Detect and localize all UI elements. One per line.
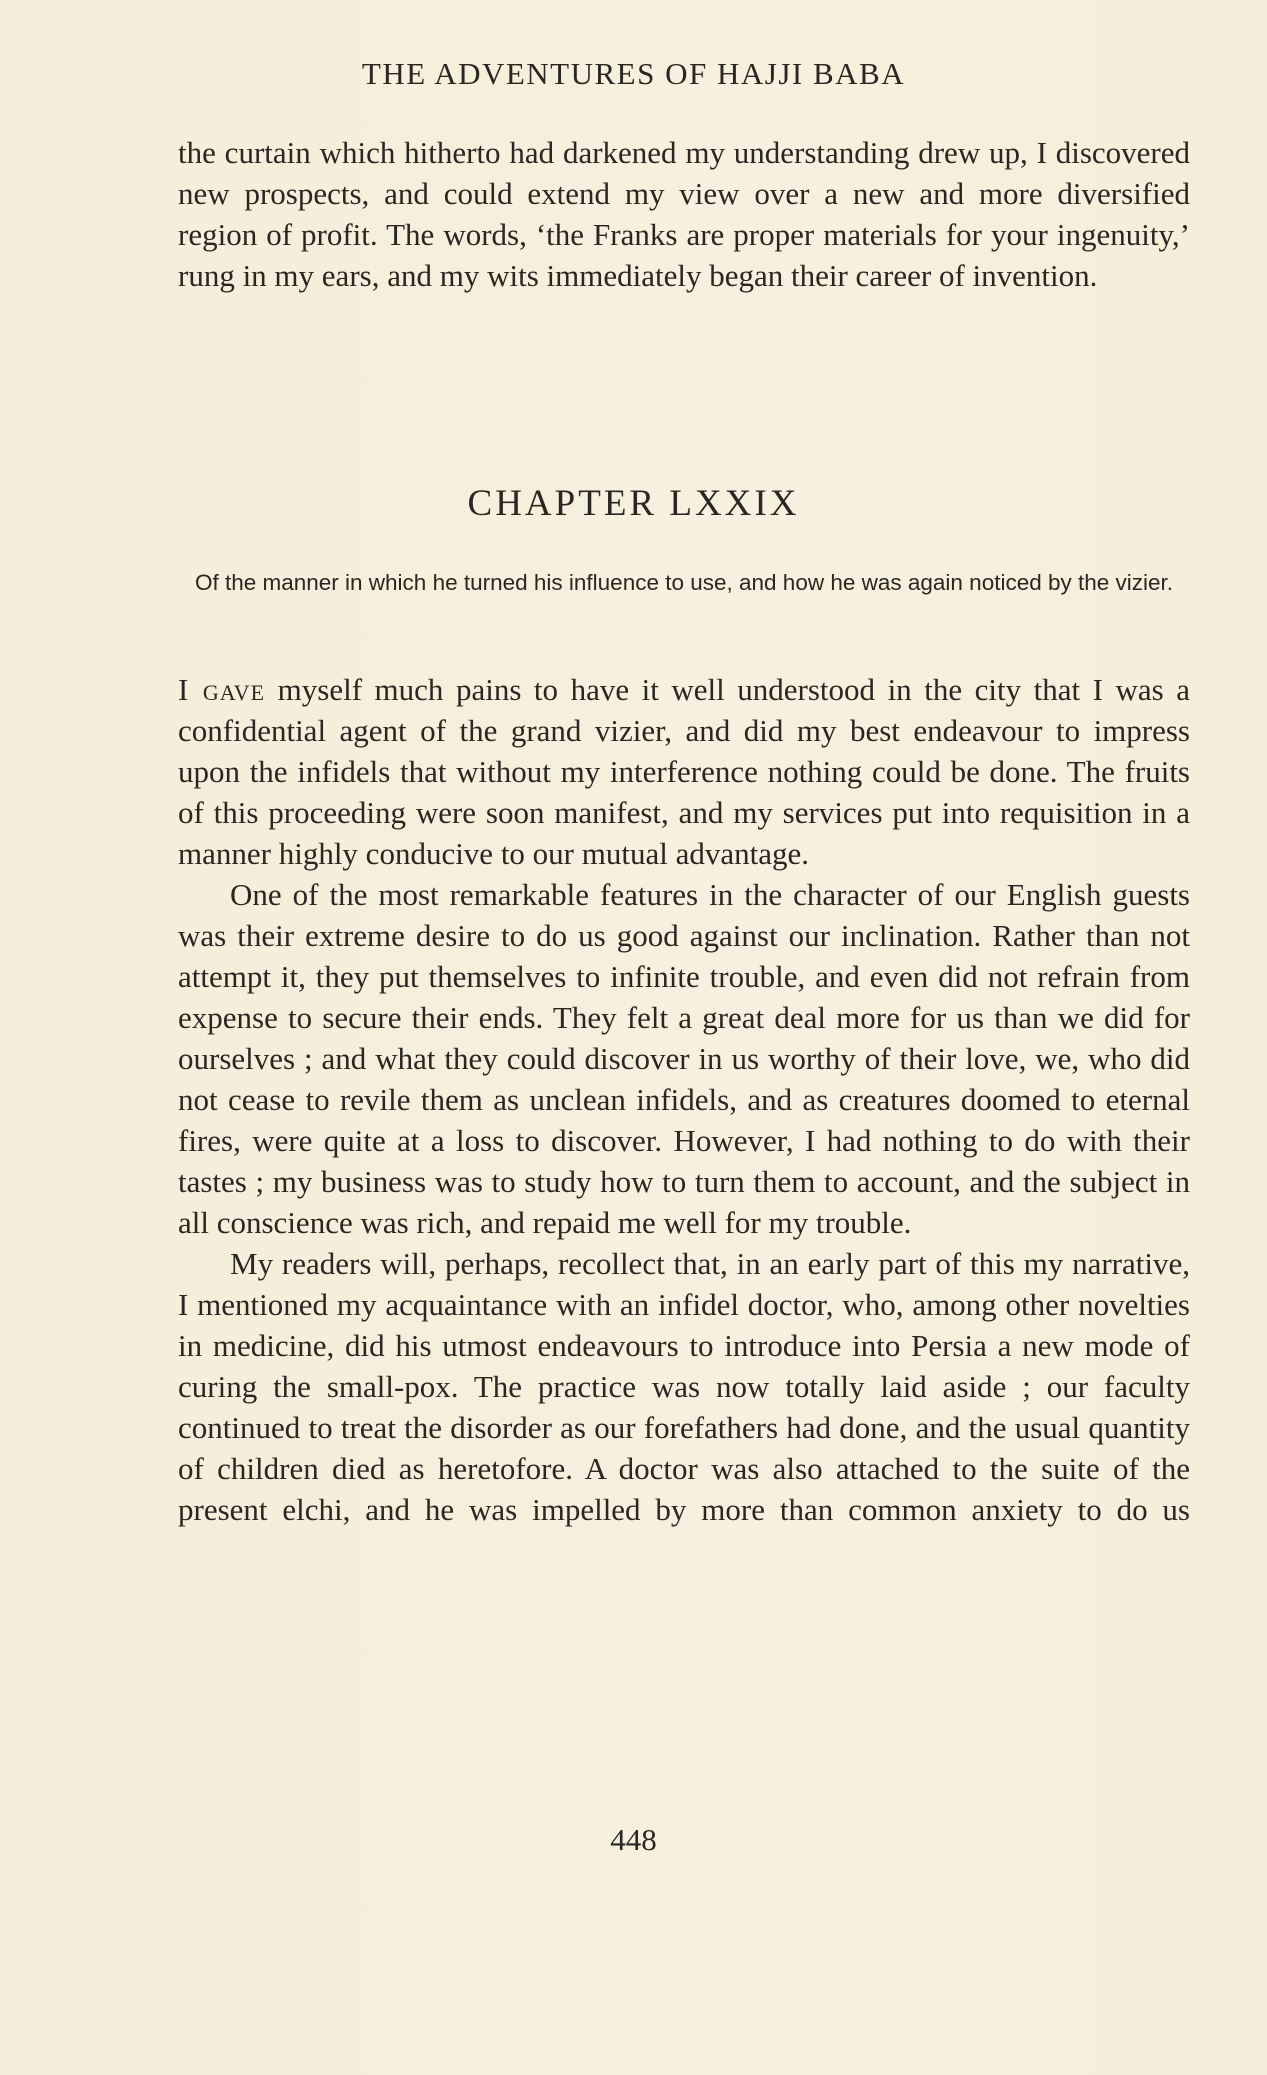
chapter-title: CHAPTER LXXIX (467, 483, 800, 524)
running-head: THE ADVENTURES OF HAJJI BABA (361, 56, 906, 91)
body-paragraph-2: One of the most remarkable features in the character of our English guests was their extreme desire to do us good against our inclination. Rather than not attempt it, they put themselves to infinite trouble, and even did not refrain from expense to secure their ends. They felt a great deal more for us than we did for ourselves ; and what they could discover in us worthy of their love, we, who did not cease to revile them as unclean infidels, and as creatures doomed to eternal fires, were quite at a loss to discover. However, I had nothing to do with their tastes ; my business was to study how to turn them to account, and the subject in all conscience was rich, and repaid me well for my trouble. (178, 877, 1190, 1240)
page-number: 448 (610, 1822, 657, 1857)
body-paragraph-1 (178, 669, 1190, 874)
opening-small-caps: I gave (178, 672, 266, 707)
opening-text-block (178, 132, 1190, 296)
body-paragraph-3: My readers will, perhaps, recollect that, in an early part of this my narrative, I mentioned my acquaintance with an infidel doctor, who, among other novelties in medicine, did his utmost endeavours to introduce into Persia a new mode of curing the small-pox. The practice was now totally laid aside ; our faculty continued to treat the disorder as our forefathers had done, and the usual quantity of children died as heretofore. A doctor was also attached to the suite of the present elchi, and he was impelled by more than common anxiety to do us (178, 1246, 1190, 1527)
opening-paragraph: the curtain which hitherto had darkened my understanding drew up, I discovered new prospects, and could extend my view over a new and more diversified region of profit. The words, ‘the Franks are proper materials for your ingenuity,’ rung in my ears, and my wits immediately began their career of invention. (178, 135, 1190, 293)
body-paragraph-1-text: myself much pains to have it well understood in the city that I was a confidential agent of the grand vizier, and did my best endeavour to impress upon the infidels that without my interference nothing could be done. The fruits of this proceeding were soon manifest, and my services put into requisition in a manner highly conducive to our mutual advantage. (178, 672, 1190, 871)
chapter-body (178, 669, 1190, 1530)
chapter-summary: Of the manner in which he turned his influence to use, and how he was again noticed by the vizier. (194, 570, 1174, 595)
